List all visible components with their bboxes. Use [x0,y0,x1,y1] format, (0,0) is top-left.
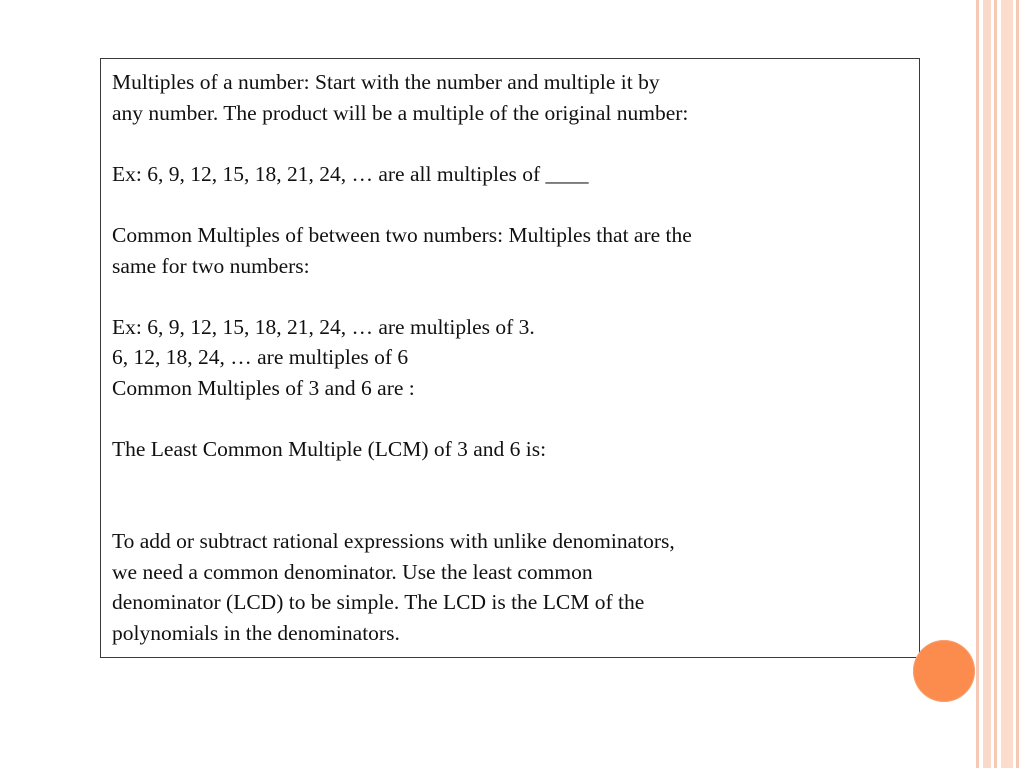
rational-expressions-line-2: we need a common denominator. Use the least common [112,559,593,584]
multiples-definition-line-1: Multiples of a number: Start with the number and multiple it by [112,70,660,94]
common-multiples-example-line-3: Common Multiples of 3 and 6 are : [112,375,415,400]
decorative-stripe [983,0,991,768]
decorative-stripe [976,0,979,768]
common-multiples-definition-line-2: same for two numbers: [112,253,310,278]
common-multiples-example-line-1: Ex: 6, 9, 12, 15, 18, 21, 24, … are multiples of 3. [112,314,535,339]
spacer [112,189,909,220]
spacer [112,128,909,159]
decorative-stripe [1016,0,1019,768]
rational-expressions-line-1: To add or subtract rational expressions with unlike denominators, [112,528,675,553]
spacer [112,465,909,496]
multiples-definition-line-2: any number. The product will be a multiple of the original number: [112,100,689,125]
decorative-stripe [1001,0,1013,768]
spacer [112,404,909,435]
rational-expressions-line-3: denominator (LCD) to be simple. The LCD is the LCM of the [112,590,645,615]
decorative-stripe [994,0,997,768]
spacer [112,495,909,526]
decorative-orange-circle [913,640,975,702]
slide-text-box [100,58,920,658]
common-multiples-definition-line-1: Common Multiples of between two numbers: Multiples that are the [112,222,692,247]
rational-expressions-line-4: polynomials in the denominators. [112,620,400,645]
multiples-example: Ex: 6, 9, 12, 15, 18, 21, 24, … are all multiples of ____ [112,161,589,186]
spacer [112,281,909,312]
lcm-question: The Least Common Multiple (LCM) of 3 and 6 is: [112,437,547,462]
common-multiples-example-line-2: 6, 12, 18, 24, … are multiples of 6 [112,345,409,370]
